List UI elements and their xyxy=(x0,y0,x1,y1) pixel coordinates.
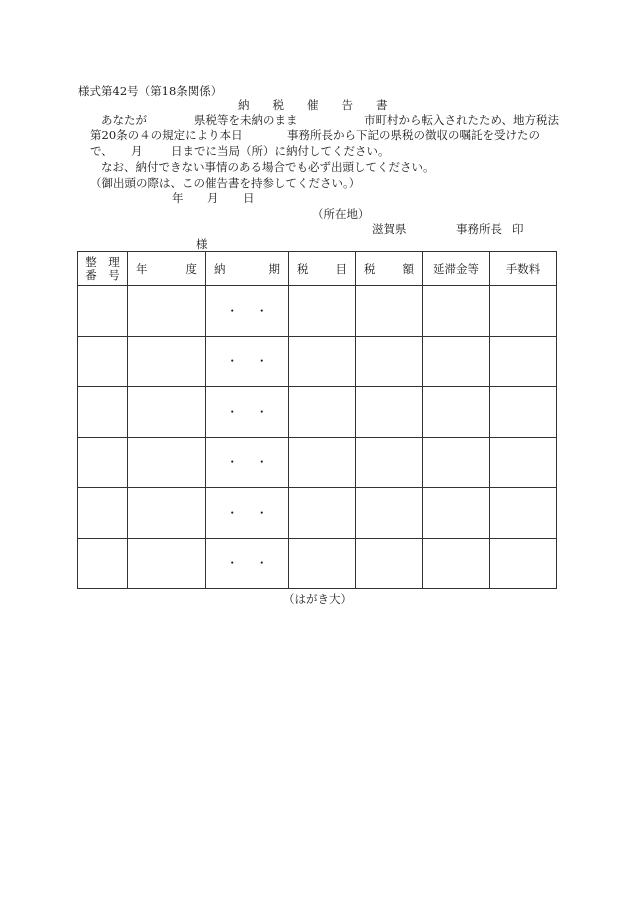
cell-zeigaku xyxy=(356,538,423,589)
body-line4: なお、納付できない事情のある場合でも必ず出頭してください。 xyxy=(101,160,435,174)
cell-entaikin xyxy=(423,336,490,387)
header-seiri-top: 整 理 xyxy=(85,254,120,269)
table-header-row xyxy=(78,252,557,286)
table-row xyxy=(78,286,557,337)
cell-tesuryo xyxy=(490,538,557,589)
date-month: 月 xyxy=(207,191,219,205)
cell-nendo xyxy=(128,387,206,438)
tax-table xyxy=(77,251,557,589)
body-line1-part2: 県税等を未納のまま xyxy=(194,113,298,127)
cell-seiri-bango xyxy=(78,336,128,387)
cell-zeimoku xyxy=(289,336,356,387)
cell-zeigaku xyxy=(356,437,423,488)
header-nouki-left: 納 xyxy=(214,261,226,276)
header-nendo xyxy=(128,252,206,286)
header-zeigaku-left: 税 xyxy=(364,261,376,276)
document-title: 納 税 催 告 書 xyxy=(238,98,388,112)
cell-entaikin xyxy=(423,387,490,438)
cell-nouki: ・・ xyxy=(206,538,289,589)
cell-tesuryo xyxy=(490,286,557,337)
cell-zeimoku xyxy=(289,538,356,589)
body-line1-part1: あなたが xyxy=(101,113,147,127)
location-label: （所在地） xyxy=(312,207,370,221)
table-row xyxy=(78,488,557,539)
header-seiri-bango xyxy=(78,252,128,286)
cell-seiri-bango xyxy=(78,538,128,589)
cell-nouki: ・・ xyxy=(206,286,289,337)
form-number: 様式第42号（第18条関係） xyxy=(78,84,223,98)
cell-zeigaku xyxy=(356,488,423,539)
cell-entaikin xyxy=(423,488,490,539)
cell-nendo xyxy=(128,336,206,387)
cell-tesuryo xyxy=(490,336,557,387)
header-nendo-left: 年 xyxy=(136,261,148,276)
cell-zeimoku xyxy=(289,437,356,488)
cell-nendo xyxy=(128,286,206,337)
cell-zeimoku xyxy=(289,286,356,337)
header-zeimoku-left: 税 xyxy=(297,261,309,276)
cell-seiri-bango xyxy=(78,286,128,337)
cell-nouki: ・・ xyxy=(206,336,289,387)
cell-nouki: ・・ xyxy=(206,387,289,438)
cell-nouki: ・・ xyxy=(206,488,289,539)
header-zeigaku xyxy=(356,252,423,286)
seal-mark: 印 xyxy=(512,222,524,236)
cell-entaikin xyxy=(423,538,490,589)
cell-zeigaku xyxy=(356,387,423,438)
header-seiri-bottom: 番 号 xyxy=(85,267,120,282)
issuer-prefecture: 滋賀県 xyxy=(372,222,407,236)
cell-entaikin xyxy=(423,437,490,488)
body-line5: （御出頭の際は、この催告書を持参してください。） xyxy=(90,176,361,190)
cell-tesuryo xyxy=(490,488,557,539)
table-row xyxy=(78,437,557,488)
issuer-office: 事務所長 xyxy=(456,222,502,236)
addressee-suffix: 様 xyxy=(196,237,208,251)
cell-zeimoku xyxy=(289,488,356,539)
body-line3-part2: 月 xyxy=(131,144,143,158)
cell-seiri-bango xyxy=(78,488,128,539)
header-tesuryo: 手数料 xyxy=(490,252,557,286)
cell-entaikin xyxy=(423,286,490,337)
body-line3-part3: 日までに当局（所）に納付してください。 xyxy=(171,144,390,158)
header-zeimoku-right: 目 xyxy=(335,261,347,276)
table-row xyxy=(78,336,557,387)
header-entaikin: 延滞金等 xyxy=(423,252,490,286)
date-day: 日 xyxy=(243,191,255,205)
cell-nendo xyxy=(128,437,206,488)
cell-seiri-bango xyxy=(78,387,128,438)
cell-zeigaku xyxy=(356,336,423,387)
body-line3-part1: で、 xyxy=(90,144,113,158)
body-line2-part1: 第20条の４の規定により本日 xyxy=(90,128,243,142)
cell-nendo xyxy=(128,538,206,589)
header-zeimoku xyxy=(289,252,356,286)
table-row xyxy=(78,538,557,589)
cell-nouki: ・・ xyxy=(206,437,289,488)
cell-tesuryo xyxy=(490,437,557,488)
header-nouki xyxy=(206,252,289,286)
header-nouki-right: 期 xyxy=(268,261,280,276)
cell-nendo xyxy=(128,488,206,539)
table-row xyxy=(78,387,557,438)
cell-zeimoku xyxy=(289,387,356,438)
date-year: 年 xyxy=(172,191,184,205)
size-note: （はがき大） xyxy=(283,592,352,606)
header-nendo-right: 度 xyxy=(185,261,197,276)
body-line2-part2: 事務所長から下記の県税の徴収の嘱託を受けたの xyxy=(287,128,540,142)
header-zeigaku-right: 額 xyxy=(402,261,414,276)
cell-seiri-bango xyxy=(78,437,128,488)
body-line1-part3: 市町村から転入されたため、地方税法 xyxy=(364,113,560,127)
cell-zeigaku xyxy=(356,286,423,337)
cell-tesuryo xyxy=(490,387,557,438)
